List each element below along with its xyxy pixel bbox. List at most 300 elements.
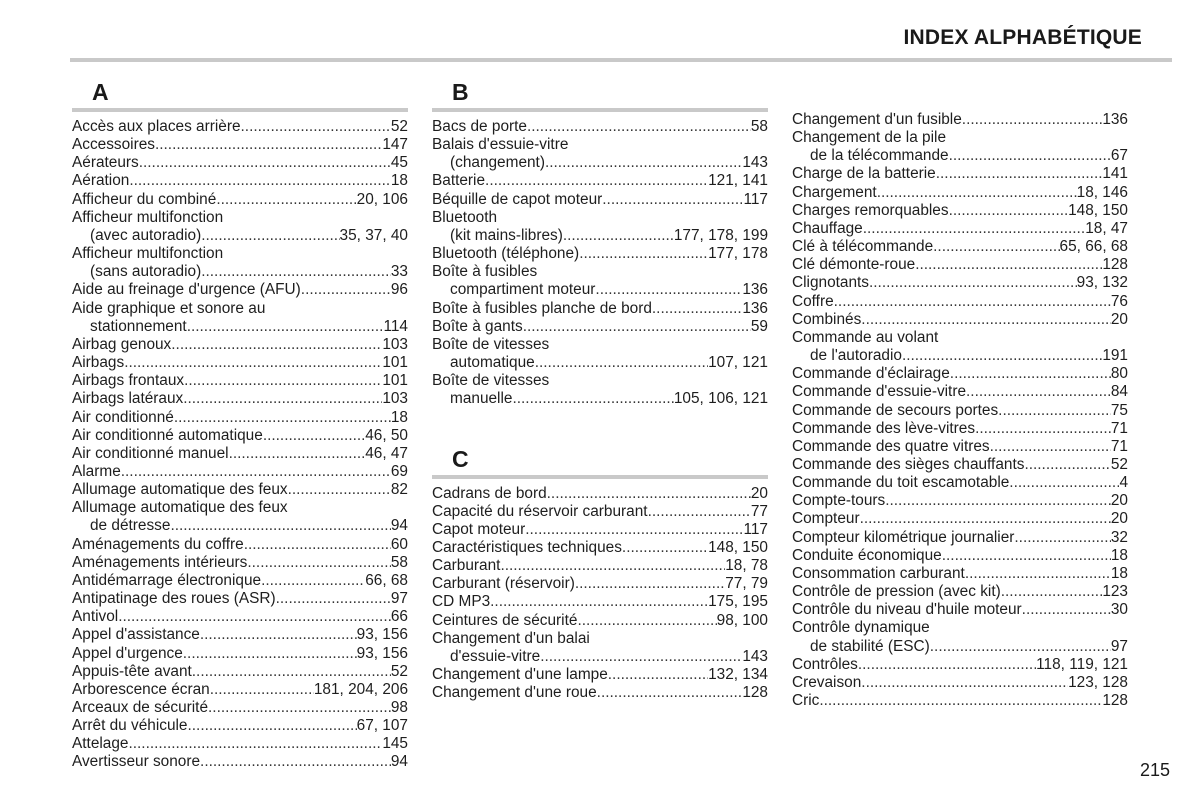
index-entry: [792, 293, 1128, 311]
page-reference: 67: [1110, 147, 1128, 165]
index-term: Commande du toit escamotable: [792, 474, 1010, 492]
index-term: Antivol: [72, 608, 119, 626]
page-title: INDEX ALPHABÉTIQUE: [903, 26, 1142, 49]
index-entry-list: [432, 485, 768, 703]
index-entry: [432, 593, 768, 611]
index-term: Commande des lève-vitres: [792, 419, 976, 437]
section-header: [72, 76, 408, 112]
section-header: [432, 76, 768, 112]
index-term: Changement de la pile: [792, 129, 947, 147]
index-term: Consommation carburant: [792, 564, 965, 582]
dot-leader: [860, 510, 1111, 528]
page-reference: 103: [382, 335, 408, 353]
page-reference: 60: [390, 535, 408, 553]
index-term: Arborescence écran: [72, 680, 210, 698]
dot-leader: [174, 409, 391, 427]
index-term: Compteur kilométrique journalier: [792, 528, 1015, 546]
dot-leader: [188, 717, 357, 735]
index-term: Béquille de capot moteur: [432, 190, 603, 208]
dot-leader: [129, 172, 391, 190]
index-term: Charge de la batterie: [792, 165, 936, 183]
dot-leader: [124, 354, 382, 372]
page-reference: 52: [390, 118, 408, 135]
index-term: Boîte à fusibles planche de bord: [432, 299, 652, 317]
index-term: Allumage automatique des feux: [72, 481, 288, 499]
dot-leader: [608, 666, 708, 684]
dot-leader: [858, 656, 1036, 674]
index-term: Aménagements du coffre: [72, 535, 244, 553]
index-entry: [72, 699, 408, 717]
page-reference: 93, 156: [356, 626, 408, 644]
dot-leader: [210, 681, 314, 699]
index-term: Appel d'urgence: [72, 644, 183, 662]
index-term: Alarme: [72, 462, 121, 480]
dot-leader: [171, 336, 382, 354]
index-term: Carburant (réservoir): [432, 575, 575, 593]
page-reference: 97: [1110, 637, 1128, 655]
dot-leader: [942, 547, 1111, 565]
dot-leader: [648, 503, 751, 521]
dot-leader: [208, 699, 391, 717]
index-column-3: [792, 111, 1128, 744]
dot-leader: [216, 191, 356, 209]
index-entry: [72, 717, 408, 735]
index-term: Contrôle du niveau d'huile moteur: [792, 601, 1022, 619]
index-term: Carburant: [432, 557, 501, 575]
index-term: Air conditionné automatique: [72, 426, 263, 444]
index-entry: [432, 630, 768, 666]
index-entry: [72, 608, 408, 626]
index-term: Combinés: [792, 310, 862, 328]
page-reference: 141: [1102, 165, 1128, 183]
dot-leader: [523, 318, 751, 336]
index-entry: [792, 565, 1128, 583]
dot-leader: [575, 575, 725, 593]
index-entry: [432, 191, 768, 209]
page-reference: 80: [1110, 365, 1128, 383]
page-reference: 18: [1110, 564, 1128, 582]
index-column-1: [72, 76, 408, 806]
index-entry: [792, 674, 1128, 692]
dot-leader: [301, 281, 391, 299]
index-entry: [792, 365, 1128, 383]
page-reference: 33: [390, 263, 408, 281]
index-term: Accessoires: [72, 136, 155, 154]
dot-leader: [998, 402, 1111, 420]
dot-leader: [1024, 456, 1110, 474]
page-reference: 45: [390, 154, 408, 172]
page-reference: 175, 195: [708, 593, 768, 611]
index-term: Appuis-tête avant: [72, 662, 192, 680]
index-entry: [432, 485, 768, 503]
index-section: [72, 76, 408, 772]
index-entry: [72, 735, 408, 753]
page-reference: 20: [1110, 510, 1128, 528]
index-entry: [72, 172, 408, 190]
dot-leader: [861, 674, 1068, 692]
dot-leader: [563, 227, 674, 245]
index-entry: [432, 557, 768, 575]
header-rule: [70, 58, 1172, 62]
dot-leader: [965, 565, 1111, 583]
page-reference: 46, 50: [365, 426, 408, 444]
page-reference: 58: [390, 553, 408, 571]
index-term-continuation: automatique: [450, 354, 535, 372]
page-reference: 94: [390, 517, 408, 535]
index-term: Compteur: [792, 510, 860, 528]
page-reference: 71: [1110, 419, 1128, 437]
dot-leader: [170, 517, 390, 535]
index-entry: [72, 354, 408, 372]
index-term: Airbags latéraux: [72, 390, 184, 408]
dot-leader: [192, 663, 391, 681]
index-entry: [432, 336, 768, 372]
index-entry: [72, 626, 408, 644]
index-entry: [792, 111, 1128, 129]
index-section: [432, 76, 768, 409]
index-entry: [72, 463, 408, 481]
dot-leader: [1022, 601, 1111, 619]
index-entry: [72, 118, 408, 136]
index-term: Chargement: [792, 183, 877, 201]
page-reference: 75: [1110, 401, 1128, 419]
dot-leader: [200, 753, 391, 771]
index-term: Clignotants: [792, 274, 869, 292]
page-reference: 136: [742, 281, 768, 299]
index-entry: [792, 692, 1128, 710]
page-reference: 121, 141: [708, 172, 768, 190]
index-term: Aide au freinage d'urgence (AFU): [72, 281, 301, 299]
index-entry: [432, 539, 768, 557]
dot-leader: [121, 463, 391, 481]
page-reference: 18, 47: [1085, 219, 1128, 237]
page-reference: 123, 128: [1068, 673, 1128, 691]
dot-leader: [247, 554, 391, 572]
index-term: Bluetooth (téléphone): [432, 245, 580, 263]
page-reference: 77, 79: [725, 575, 768, 593]
dot-leader: [949, 147, 1111, 165]
index-entry: [72, 753, 408, 771]
page-reference: 18: [1110, 546, 1128, 564]
index-entry: [72, 536, 408, 554]
index-entry: [72, 390, 408, 408]
index-term: Antipatinage des roues (ASR): [72, 590, 276, 608]
dot-leader: [863, 220, 1085, 238]
dot-leader: [525, 521, 743, 539]
dot-leader: [500, 557, 725, 575]
index-term-continuation: de la télécommande: [810, 147, 949, 165]
index-entry: [432, 300, 768, 318]
index-term: Compte-tours: [792, 492, 886, 510]
page-reference: 52: [390, 662, 408, 680]
page-reference: 35, 37, 40: [339, 226, 408, 244]
index-entry: [72, 336, 408, 354]
dot-leader: [512, 390, 673, 408]
index-term-continuation: manuelle: [450, 390, 513, 408]
index-term-continuation: d'essuie-vitre: [450, 647, 541, 665]
page-reference: 20: [1110, 310, 1128, 328]
page-reference: 98: [390, 699, 408, 716]
index-entry: [72, 427, 408, 445]
index-entry: [432, 172, 768, 190]
index-entry: [72, 499, 408, 535]
index-entry: [72, 481, 408, 499]
index-entry: [792, 165, 1128, 183]
section-letter: C: [452, 445, 469, 472]
index-entry: [792, 474, 1128, 492]
index-term: Ceintures de sécurité: [432, 611, 578, 629]
page-reference: 18: [390, 172, 408, 190]
index-term: Batterie: [432, 172, 486, 190]
page-reference: 101: [382, 372, 408, 390]
index-term: Aération: [72, 172, 130, 190]
page-reference: 93, 132: [1076, 274, 1128, 292]
index-term: Air conditionné: [72, 408, 174, 426]
index-entry: [432, 136, 768, 172]
page-reference: 101: [382, 354, 408, 372]
section-letter: B: [452, 79, 469, 105]
page-reference: 191: [1102, 347, 1128, 365]
index-term: Charges remorquables: [792, 201, 949, 219]
index-entry: [792, 438, 1128, 456]
dot-leader: [950, 365, 1111, 383]
page-reference: 143: [742, 154, 768, 172]
index-term: Clé à télécommande: [792, 238, 934, 256]
dot-leader: [527, 118, 751, 136]
dot-leader: [263, 427, 365, 445]
index-entry: [432, 372, 768, 408]
index-entry: [432, 263, 768, 299]
dot-leader: [949, 202, 1069, 220]
dot-leader: [485, 172, 708, 190]
dot-leader: [201, 227, 339, 245]
index-entry: [792, 510, 1128, 528]
page-reference: 97: [390, 590, 408, 608]
index-entry: [792, 329, 1128, 365]
page-reference: 18: [390, 408, 408, 426]
page-reference: 148, 150: [1068, 201, 1128, 219]
page-reference: 59: [750, 317, 768, 335]
index-term: Airbags frontaux: [72, 372, 185, 390]
index-term: Accès aux places arrière: [72, 118, 241, 135]
index-term: Commande d'essuie-vitre: [792, 383, 967, 401]
dot-leader: [183, 645, 357, 663]
dot-leader: [540, 648, 742, 666]
dot-leader: [184, 372, 382, 390]
index-term: Contrôle dynamique: [792, 619, 930, 637]
index-term: Commande des sièges chauffants: [792, 455, 1025, 473]
dot-leader: [930, 638, 1111, 656]
page-reference: 20: [1110, 492, 1128, 510]
dot-leader: [902, 347, 1102, 365]
dot-leader: [602, 191, 743, 209]
index-term: Allumage automatique des feux: [72, 499, 288, 517]
dot-leader: [155, 136, 382, 154]
index-entry: [72, 209, 408, 245]
index-entry: [72, 645, 408, 663]
index-term-continuation: compartiment moteur: [450, 281, 596, 299]
index-term: Coffre: [792, 292, 834, 310]
index-entry: [792, 311, 1128, 329]
page-reference: 143: [742, 647, 768, 665]
dot-leader: [535, 354, 708, 372]
index-entry: [72, 663, 408, 681]
index-entry: [432, 575, 768, 593]
index-entry: [72, 136, 408, 154]
dot-leader: [877, 184, 1077, 202]
dot-leader: [990, 438, 1111, 456]
index-term: Capot moteur: [432, 520, 526, 538]
dot-leader: [1009, 474, 1119, 492]
index-entry: [792, 220, 1128, 238]
index-term: Commande des quatre vitres: [792, 437, 990, 455]
dot-leader: [622, 539, 708, 557]
page-reference: 128: [742, 684, 768, 702]
page-reference: 20: [750, 484, 768, 502]
index-term: Boîte à fusibles: [432, 263, 538, 281]
index-term: Appel d'assistance: [72, 626, 200, 644]
index-column-2: [432, 76, 768, 736]
index-entry: [792, 656, 1128, 674]
page-reference: 105, 106, 121: [673, 390, 768, 408]
index-entry: [72, 300, 408, 336]
dot-leader: [652, 300, 742, 318]
index-term: Antidémarrage électronique: [72, 571, 262, 589]
index-term: Aérateurs: [72, 154, 139, 172]
index-term: Bacs de porte: [432, 118, 527, 135]
index-entry: [72, 590, 408, 608]
page-reference: 114: [383, 317, 408, 335]
index-term: Airbags: [72, 354, 125, 372]
page-reference: 98, 100: [716, 611, 768, 629]
index-entry: [792, 274, 1128, 292]
index-term-continuation: (changement): [450, 154, 545, 172]
page-reference: 46, 47: [365, 444, 408, 462]
index-entry: [792, 492, 1128, 510]
index-entry: [792, 547, 1128, 565]
dot-leader: [139, 154, 391, 172]
page-reference: 123: [1102, 583, 1128, 601]
page-reference: 117: [743, 520, 768, 538]
index-entry: [792, 583, 1128, 601]
page-reference: 18, 146: [1076, 183, 1128, 201]
index-entry: [432, 318, 768, 336]
page-reference: 136: [1102, 111, 1128, 128]
page-reference: 148, 150: [708, 538, 768, 556]
page-reference: 52: [1110, 455, 1128, 473]
page-number: 215: [1139, 760, 1170, 780]
index-term: Aide graphique et sonore au: [72, 299, 266, 317]
index-entry: [72, 681, 408, 699]
index-entry: [72, 445, 408, 463]
index-term: Commande d'éclairage: [792, 365, 950, 383]
dot-leader: [962, 111, 1103, 129]
index-entry: [72, 572, 408, 590]
page-reference: 93, 156: [356, 644, 408, 662]
index-entry: [432, 118, 768, 136]
dot-leader: [1014, 529, 1110, 547]
index-term: Cadrans de bord: [432, 484, 547, 502]
section-letter: A: [92, 79, 109, 105]
dot-leader: [244, 536, 391, 554]
index-entry-list: [72, 118, 408, 772]
index-entry: [72, 372, 408, 390]
dot-leader: [183, 390, 382, 408]
index-entry-list: [432, 118, 768, 409]
page-reference: 117: [743, 190, 768, 208]
index-entry: [432, 521, 768, 539]
page-reference: 30: [1110, 601, 1128, 619]
index-term: Aménagements intérieurs: [72, 553, 248, 571]
dot-leader: [577, 612, 716, 630]
index-entry: [432, 503, 768, 521]
index-entry: [792, 402, 1128, 420]
index-term: Chauffage: [792, 219, 863, 237]
index-entry: [72, 409, 408, 427]
index-entry: [432, 245, 768, 263]
page-reference: 65, 66, 68: [1059, 238, 1128, 256]
page-reference: 103: [382, 390, 408, 408]
index-term: Attelage: [72, 735, 129, 753]
index-term-continuation: de stabilité (ESC): [810, 637, 930, 655]
index-entry: [432, 684, 768, 702]
index-entry: [792, 456, 1128, 474]
page-reference: 32: [1110, 528, 1128, 546]
dot-leader: [966, 383, 1111, 401]
index-entry: [792, 529, 1128, 547]
index-term: Commande de secours portes: [792, 401, 999, 419]
index-entry: [792, 238, 1128, 256]
index-entry: [432, 666, 768, 684]
index-section: [432, 443, 768, 703]
index-term: Crevaison: [792, 673, 862, 691]
section-header: [432, 443, 768, 479]
index-term: Afficheur du combiné: [72, 190, 217, 208]
index-term: Afficheur multifonction: [72, 208, 224, 226]
index-entry: [72, 191, 408, 209]
index-term: Contrôle de pression (avec kit): [792, 583, 1001, 601]
dot-leader: [276, 590, 391, 608]
dot-leader: [547, 485, 751, 503]
index-entry: [792, 383, 1128, 401]
index-entry: [792, 184, 1128, 202]
page-reference: 177, 178: [708, 245, 768, 263]
index-entry: [72, 245, 408, 281]
index-term: Contrôles: [792, 655, 858, 673]
index-entry: [72, 281, 408, 299]
dot-leader: [834, 293, 1111, 311]
dot-leader: [229, 445, 366, 463]
dot-leader: [597, 684, 743, 702]
dot-leader: [975, 420, 1111, 438]
dot-leader: [861, 311, 1111, 329]
page-reference: 94: [390, 753, 408, 771]
index-term: Clé démonte-roue: [792, 256, 916, 274]
index-term: Caractéristiques techniques: [432, 538, 622, 556]
page-reference: 18, 78: [725, 557, 768, 575]
index-term: Balais d'essuie-vitre: [432, 136, 569, 154]
dot-leader: [579, 245, 708, 263]
page-reference: 145: [382, 735, 408, 753]
index-entry: [792, 202, 1128, 220]
index-term: Changement d'un fusible: [792, 111, 962, 128]
index-entry: [792, 420, 1128, 438]
index-entry: [792, 619, 1128, 655]
index-term: Boîte à gants: [432, 317, 523, 335]
index-term: Conduite économique: [792, 546, 942, 564]
page-reference: 77: [750, 502, 768, 520]
dot-leader: [869, 274, 1077, 292]
